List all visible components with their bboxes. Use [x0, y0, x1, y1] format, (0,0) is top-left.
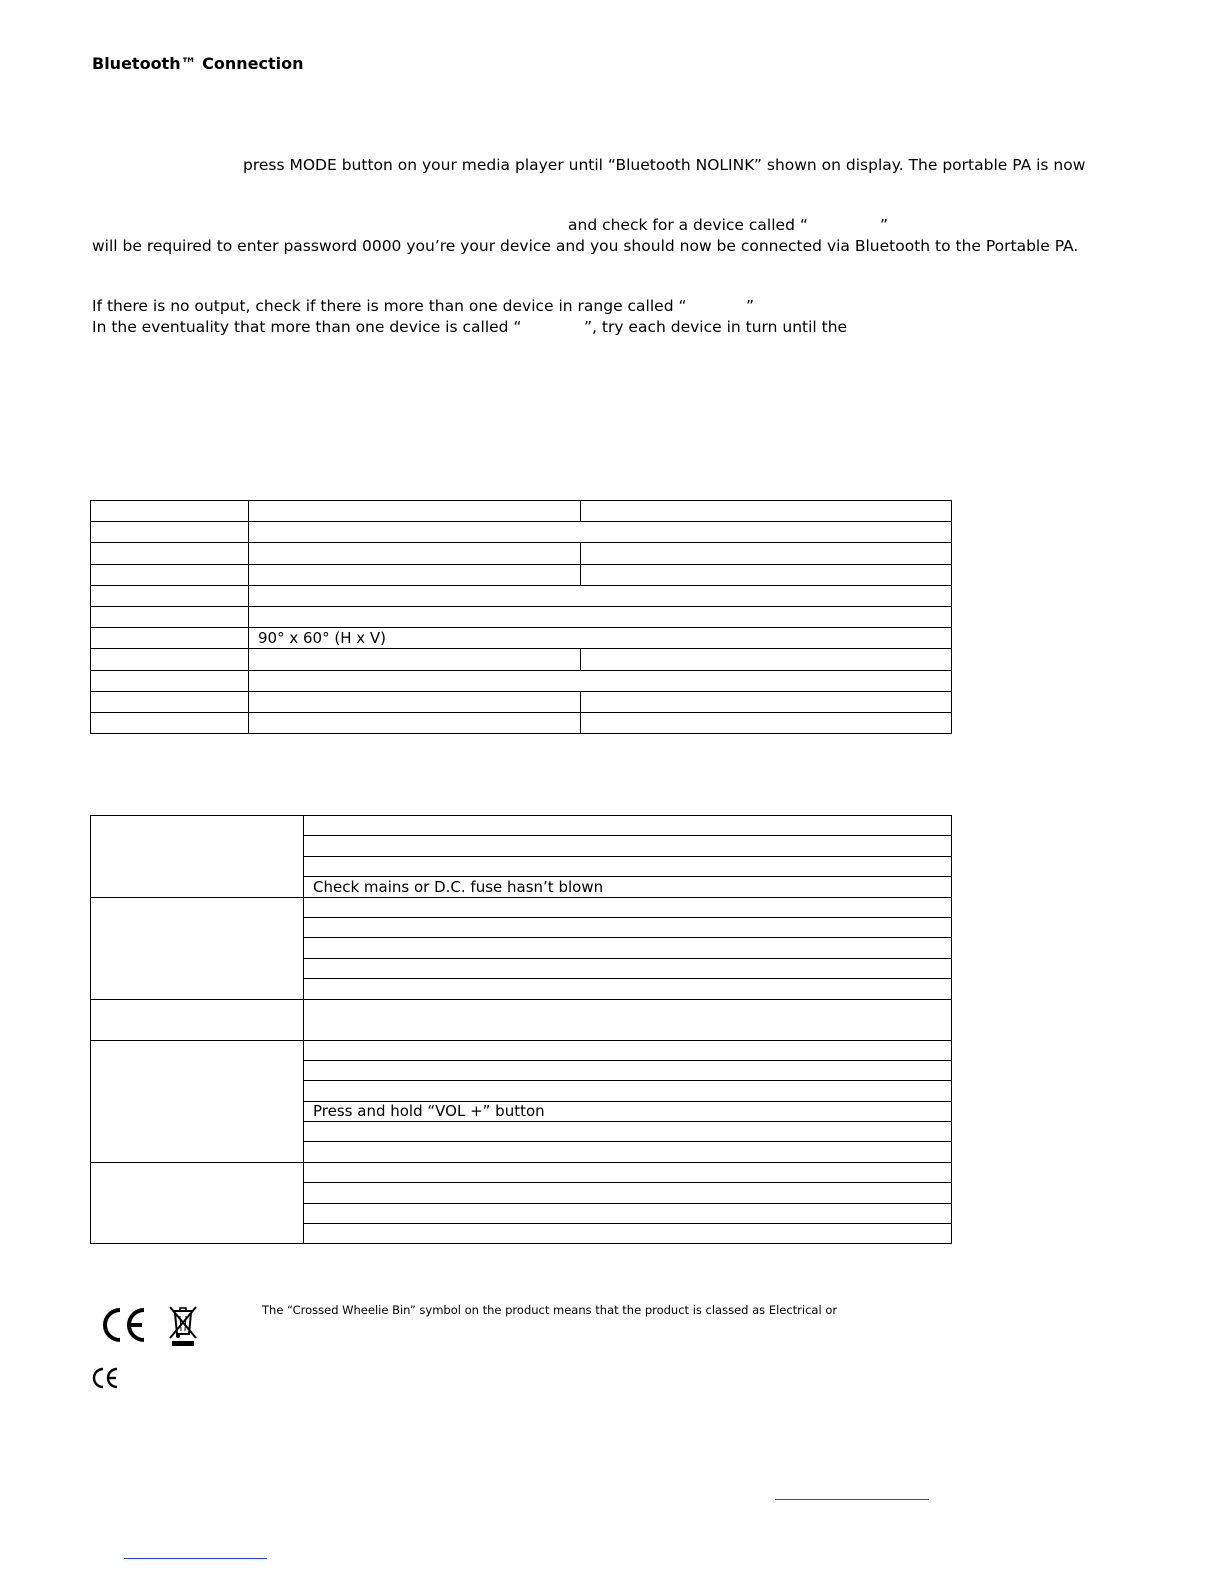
table-row	[91, 670, 952, 691]
weee-notice: The “Crossed Wheelie Bin” symbol on the product means that the product is classed as Electrical or	[262, 1303, 838, 1317]
no-output-line-2b: ”, try each device in turn until the	[584, 318, 848, 336]
table-row	[91, 1040, 952, 1060]
no-output-line-2a: In the eventuality that more than one device is called “	[92, 318, 522, 336]
bluetooth-instruction-line-2a: and check for a device called “	[568, 216, 808, 234]
table-row	[91, 564, 952, 585]
table-row	[91, 522, 952, 543]
table-row	[91, 816, 952, 836]
table-row	[91, 585, 952, 606]
table-row	[91, 691, 952, 712]
page-title: Bluetooth™ Connection	[92, 54, 304, 73]
press-vol-remedy: Press and hold “VOL +” button	[304, 1101, 952, 1121]
link-underline[interactable]	[775, 1499, 929, 1500]
dispersion-value: 90° x 60° (H x V)	[249, 628, 952, 649]
ce-mark-small-icon	[91, 1367, 119, 1389]
table-row	[91, 897, 952, 917]
link-underline[interactable]	[124, 1558, 267, 1559]
table-row	[91, 649, 952, 670]
bluetooth-instruction-line-2b: ”	[880, 216, 889, 234]
table-row	[91, 628, 952, 649]
no-output-line-1b: ”	[746, 297, 755, 315]
table-row	[91, 543, 952, 564]
check-fuse-remedy: Check mains or D.C. fuse hasn’t blown	[304, 877, 952, 897]
table-row	[91, 1162, 952, 1182]
table-row	[91, 606, 952, 627]
bluetooth-instruction-line-3: will be required to enter password 0000 you’re your device and you should now be connected via Bluetooth to the Portable PA.	[92, 237, 1079, 255]
table-row	[91, 999, 952, 1040]
ce-mark-icon	[100, 1306, 148, 1344]
table-row	[91, 712, 952, 733]
troubleshooting-table	[90, 815, 952, 1244]
specification-table	[90, 500, 952, 734]
no-output-line-1a: If there is no output, check if there is more than one device in range called “	[92, 297, 687, 315]
bluetooth-instruction-line-1: press MODE button on your media player until “Bluetooth NOLINK” shown on display. The portable PA is now	[243, 156, 1086, 174]
table-row	[91, 501, 952, 522]
crossed-wheelie-bin-icon	[166, 1304, 200, 1346]
